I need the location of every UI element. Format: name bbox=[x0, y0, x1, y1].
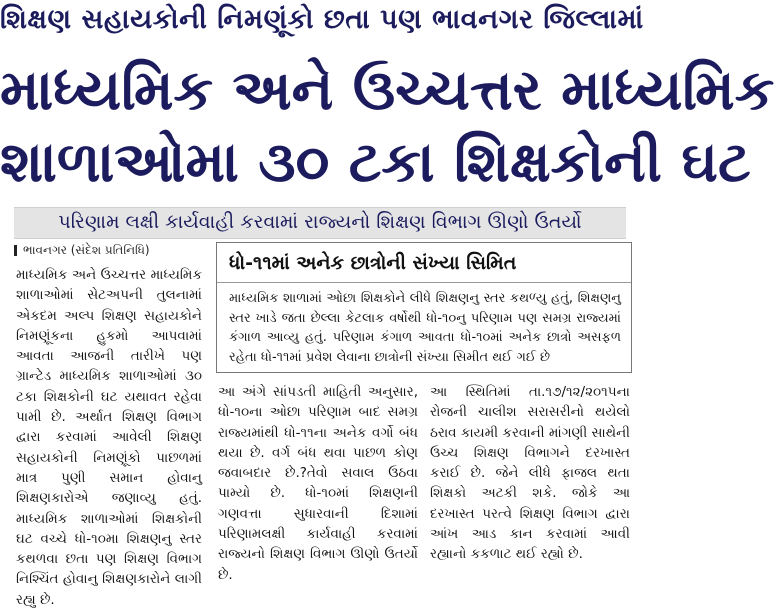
byline-text: ભાવનગર (સંદેશ પ્રતિનિધિ) bbox=[23, 243, 150, 257]
main-headline-line-2: શાળાઓમા ૩૦ ટકા શિક્ષકોની ઘટ bbox=[0, 130, 751, 195]
sidebar-body: માધ્યમિક શાળામાં ઓછા શિક્ષકોને લીધે શિક્ષણનુ સ્તર કથળ્યુ હતું, શિક્ષણનુ સ્તર ખાડે જતા છેલ્લા કેટલાક વર્ષોથી ધો-૧૦નુ પરિણામ પણ સમગ્ર રાજ્યમાં કંગાળ આવ્યુ હતું. પરિણામ કંગાળ આવતા ધો-૧૦માં અનેક છાત્રો અસફળ રહેતા ધો-૧૧માં પ્રવેશ લેવાના છાત્રોની સંખ્યા સિમીત થઈ ગઈ છે bbox=[229, 291, 621, 365]
sidebar-title: ધો-૧૧માં અનેક છાત્રોની સંખ્યા સિમિત bbox=[229, 252, 517, 274]
sidebar-divider bbox=[217, 282, 631, 283]
article-column-1 bbox=[16, 265, 202, 610]
article-column-2 bbox=[218, 382, 418, 585]
sidebar-box bbox=[216, 242, 632, 373]
subheadline: પરિણામ લક્ષી કાર્યવાહી કરવામાં રાજ્યનો શિક્ષણ વિભાગ ઊણો ઉતર્યો bbox=[58, 211, 582, 233]
main-headline-line-1: માધ્યમિક અને ઉચ્ચત્તર માધ્યમિક bbox=[0, 58, 774, 123]
subheadline-bar bbox=[14, 207, 626, 239]
article-paragraph: માધ્યમિક અને ઉચ્ચત્તર માધ્યમિક શાળાઓમાં સેટઅપની તુલનામાં એકદમ અલ્પ શિક્ષણ સહાયકોને નિમણૂંકના હુકમો આપવામાં આવતા આજની તારીખે પણ ગ્રાન્ટેડ માધ્યમિક શાળાઓમાં ૩૦ ટકા શિક્ષકોની ઘટ યથાવત રહેવા પામી છે. અર્થાત શિક્ષણ વિભાગ દ્વારા કરવામાં આવેલી શિક્ષણ સહાયકોની નિમણૂંકો પાછળમાં માત્ર પુણી સમાન હોવાનુ શિક્ષણકારોએ જણાવ્યુ હતું. માધ્યમિક શાળાઓમાં શિક્ષકોની ઘટ વચ્ચે ધો-૧૦મા શિક્ષણનુ સ્તર કથળવા છતા પણ શિક્ષણ વિભાગ નિશ્ચિંત હોવાનુ શિક્ષણકારોને લાગી રહ્યુ છે. bbox=[16, 267, 202, 608]
byline-marker bbox=[14, 245, 17, 256]
byline bbox=[14, 243, 150, 258]
kicker-headline: શિક્ષણ સહાયકોની નિમણૂંકો છતા પણ ભાવનગર જિલ્લામાં bbox=[0, 4, 644, 35]
article-column-3 bbox=[430, 382, 630, 565]
article-paragraph: આ અંગે સાંપડતી માહિતી અનુસાર, ધો-૧૦ના ઓછા પરિણામ બાદ સમગ્ર રાજ્યમાંથી ધો-૧૧ના અનેક વર્ગો બંધ થયા છે. વર્ગ બંધ થવા પાછળ કોણ જવાબદાર છે.?તેવો સવાલ ઉઠવા પામ્યો છે. ધો-૧૦માં શિક્ષણની ગણવત્તા સુધારવાની દિશામાં પરિણામલક્ષી કાર્યવાહી કરવામાં રાજ્યનો શિક્ષણ વિભાગ ઊણો ઉતર્યો છે. bbox=[218, 384, 418, 583]
article-paragraph: આ સ્થિતિમાં તા.૧૭/૧૨/૨૦૧૫ના રોજની ચાલીશ સરાસરીનો થયેલો ઠરાવ કાયમી કરવાની માંગણી સાથેની ઉચ્ચ શિક્ષણ વિભાગને દરખાસ્ત કરાઈ છે. જેને લીધે ફાજલ થતા શિક્ષકો અટકી શકે. જોકે આ દરખાસ્ત પરત્વે શિક્ષણ વિભાગ દ્વારા આંખ આડ કાન કરવામાં આવી રહ્યાનો કકળાટ થઈ રહ્યો છે. bbox=[430, 384, 630, 563]
